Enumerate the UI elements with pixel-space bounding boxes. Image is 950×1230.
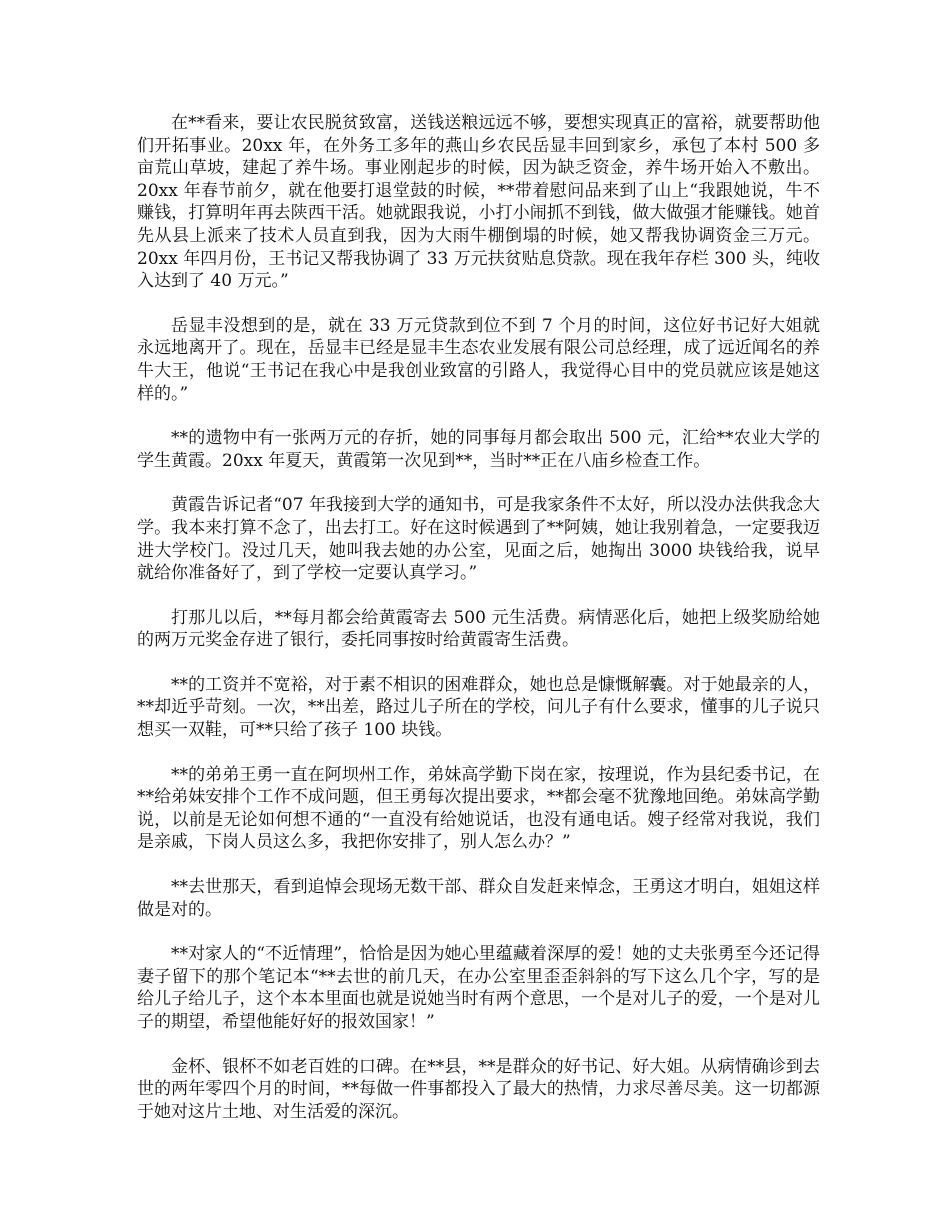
document-body xyxy=(137,112,820,1145)
paragraph-6: **的工资并不宽裕，对于素不相识的困难群众，她也总是慷慨解囊。对于她最亲的人，**却近乎苛刻。一次，**出差，路过儿子所在的学校，问儿子有什么要求，懂事的儿子说只想买一双鞋，可**只给了孩子 100 块钱。 xyxy=(137,674,820,741)
paragraph-4: 黄霞告诉记者“07 年我接到大学的通知书，可是我家条件不太好，所以没办法供我念大学。我本来打算不念了，出去打工。好在这时候遇到了**阿姨，她让我别着急，一定要我迈进大学校门。没过几天，她叫我去她的办公室，见面之后，她掏出 3000 块钱给我，说早就给你准备好了，到了学校一定要认真学习。” xyxy=(137,495,820,584)
paragraph-5: 打那儿以后，**每月都会给黄霞寄去 500 元生活费。病情恶化后，她把上级奖励给她的两万元奖金存进了银行，委托同事按时给黄霞寄生活费。 xyxy=(137,607,820,651)
paragraph-1: 在**看来，要让农民脱贫致富，送钱送粮远远不够，要想实现真正的富裕，就要帮助他们开拓事业。20xx 年，在外务工多年的燕山乡农民岳显丰回到家乡，承包了本村 500 多亩荒山草坡，建起了养牛场。事业刚起步的时候，因为缺乏资金，养牛场开始入不敷出。20xx 年春节前夕，就在他要打退堂鼓的时候，**带着慰问品来到了山上“我跟她说，牛不赚钱，打算明年再去陕西干活。她就跟我说，小打小闹抓不到钱，做大做强才能赚钱。她首先从县上派来了技术人员直到我，因为大雨牛棚倒塌的时候，她又帮我协调资金三万元。20xx 年四月份，王书记又帮我协调了 33 万元扶贫贴息贷款。现在我年存栏 300 头，纯收入达到了 40 万元。” xyxy=(137,113,820,292)
paragraph-2: 岳显丰没想到的是，就在 33 万元贷款到位不到 7 个月的时间，这位好书记好大姐就永远地离开了。现在，岳显丰已经是显丰生态农业发展有限公司总经理，成了远近闻名的养牛大王，他说“王书记在我心中是我创业致富的引路人，我觉得心目中的党员就应该是她这样的。” xyxy=(137,315,820,404)
paragraph-8: **去世那天，看到追悼会现场无数干部、群众自发赶来悼念，王勇这才明白，姐姐这样做是对的。 xyxy=(137,877,820,920)
paragraph-9: **对家人的“不近情理”，恰恰是因为她心里蕴藏着深厚的爱！她的丈夫张勇至今还记得妻子留下的那个笔记本“**去世的前几天，在办公室里歪歪斜斜的写下这么几个字，写的是给儿子给儿子，这个本本里面也就是说她当时有两个意思，一个是对儿子的爱，一个是对儿子的期望，希望他能好好的报效国家！” xyxy=(137,944,820,1032)
paragraph-10: 金杯、银杯不如老百姓的口碑。在**县，**是群众的好书记、好大姐。从病情确诊到去世的两年零四个月的时间，**每做一件事都投入了最大的热情，力求尽善尽美。这一切都源于她对这片土地、对生活爱的深沉。 xyxy=(137,1056,820,1122)
paragraph-3: **的遗物中有一张两万元的存折，她的同事每月都会取出 500 元，汇给**农业大学的学生黄霞。20xx 年夏天，黄霞第一次见到**，当时**正在八庙乡检查工作。 xyxy=(137,428,820,471)
paragraph-7: **的弟弟王勇一直在阿坝州工作，弟妹高学勤下岗在家，按理说，作为县纪委书记，在**给弟妹安排个工作不成问题，但王勇每次提出要求，**都会毫不犹豫地回绝。弟妹高学勤说，以前是无论如何想不通的“一直没有给她说话，也没有通电话。嫂子经常对我说，我们是亲戚，下岗人员这么多，我把你安排了，别人怎么办？” xyxy=(137,764,820,853)
